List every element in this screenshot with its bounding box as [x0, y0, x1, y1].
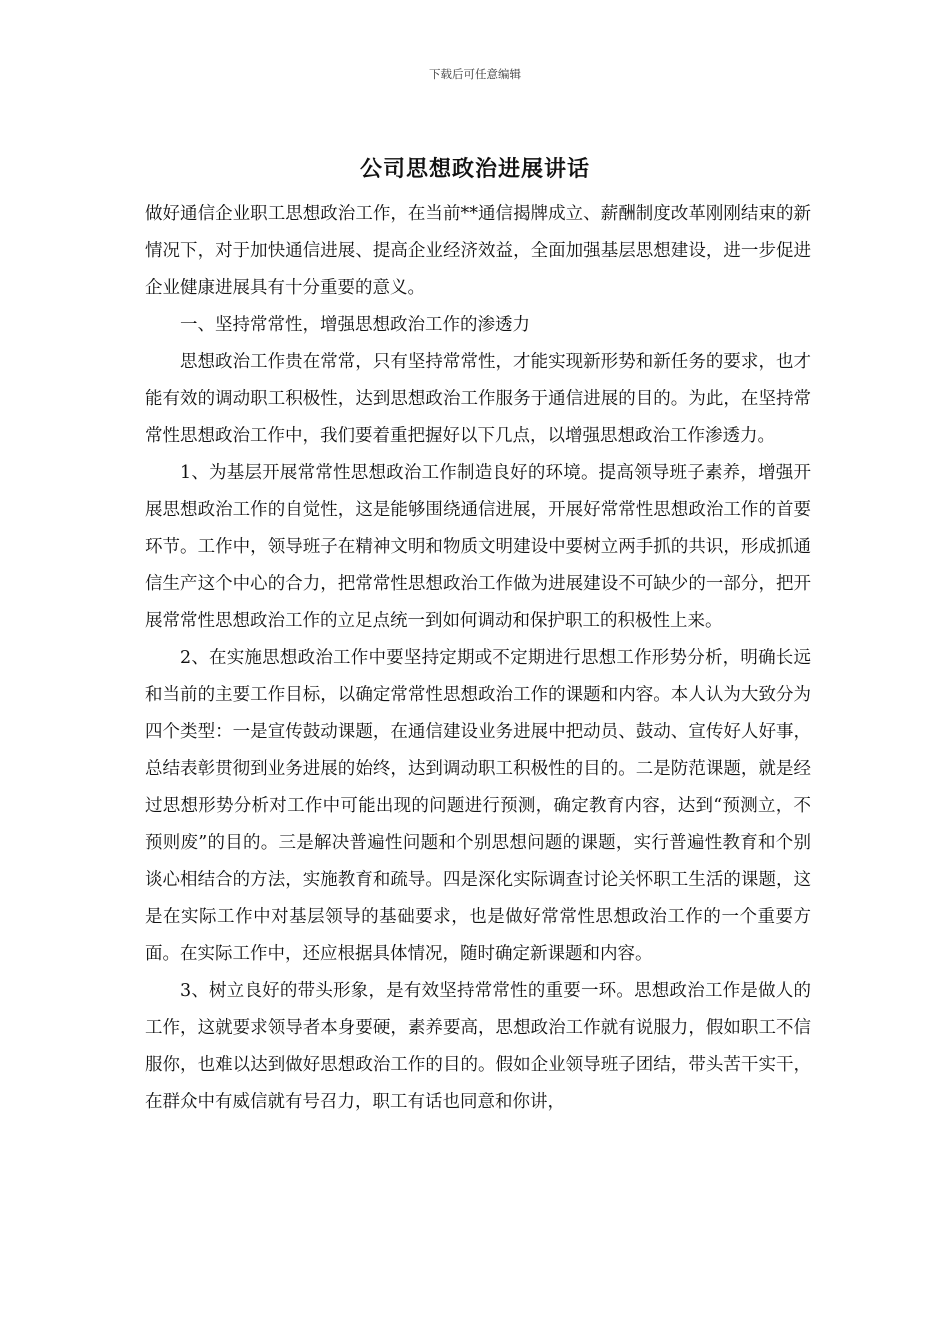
- document-body: [145, 196, 811, 1121]
- paragraph-point-3: 3、树立良好的带头形象，是有效坚持常常性的重要一环。思想政治工作是做人的工作，这就要求领导者本身要硬，素养要高，思想政治工作就有说服力，假如职工不信服你，也难以达到做好思想政治工作的目的。假如企业领导班子团结，带头苦干实干，在群众中有威信就有号召力，职工有话也同意和你讲，: [145, 981, 811, 1112]
- paragraph-point-1: 1、为基层开展常常性思想政治工作制造良好的环境。提高领导班子素养，增强开展思想政治工作的自觉性，这是能够围绕通信进展，开展好常常性思想政治工作的首要环节。工作中，领导班子在精神文明和物质文明建设中要树立两手抓的共识，形成抓通信生产这个中心的合力，把常常性思想政治工作做为进展建设不可缺少的一部分，把开展常常性思想政治工作的立足点统一到如何调动和保护职工的积极性上来。: [145, 463, 811, 631]
- header-note: 下载后可任意编辑: [429, 67, 521, 81]
- section-heading-1: 一、坚持常常性，增强思想政治工作的渗透力: [180, 315, 530, 335]
- paragraph-point-2: 2、在实施思想政治工作中要坚持定期或不定期进行思想工作形势分析，明确长远和当前的主要工作目标，以确定常常性思想政治工作的课题和内容。本人认为大致分为四个类型：一是宣传鼓动课题，在通信建设业务进展中把动员、鼓动、宣传好人好事，总结表彰贯彻到业务进展的始终，达到调动职工积极性的目的。二是防范课题，就是经过思想形势分析对工作中可能出现的问题进行预测，确定教育内容，达到“预测立，不预则废”的目的。三是解决普遍性问题和个别思想问题的课题，实行普遍性教育和个别谈心相结合的方法，实施教育和疏导。四是深化实际调查讨论关怀职工生活的课题，这是在实际工作中对基层领导的基础要求，也是做好常常性思想政治工作的一个重要方面。在实际工作中，还应根据具体情况，随时确定新课题和内容。: [145, 648, 811, 964]
- document-title: 公司思想政治进展讲话: [359, 156, 590, 182]
- paragraph-intro: 做好通信企业职工思想政治工作，在当前**通信揭牌成立、薪酬制度改革刚刚结束的新情况下，对于加快通信进展、提高企业经济效益，全面加强基层思想建设，进一步促进企业健康进展具有十分重要的意义。: [145, 204, 811, 298]
- paragraph-section-1: 思想政治工作贵在常常，只有坚持常常性，才能实现新形势和新任务的要求，也才能有效的调动职工积极性，达到思想政治工作服务于通信进展的目的。为此，在坚持常常性思想政治工作中，我们要着重把握好以下几点，以增强思想政治工作渗透力。: [145, 352, 811, 446]
